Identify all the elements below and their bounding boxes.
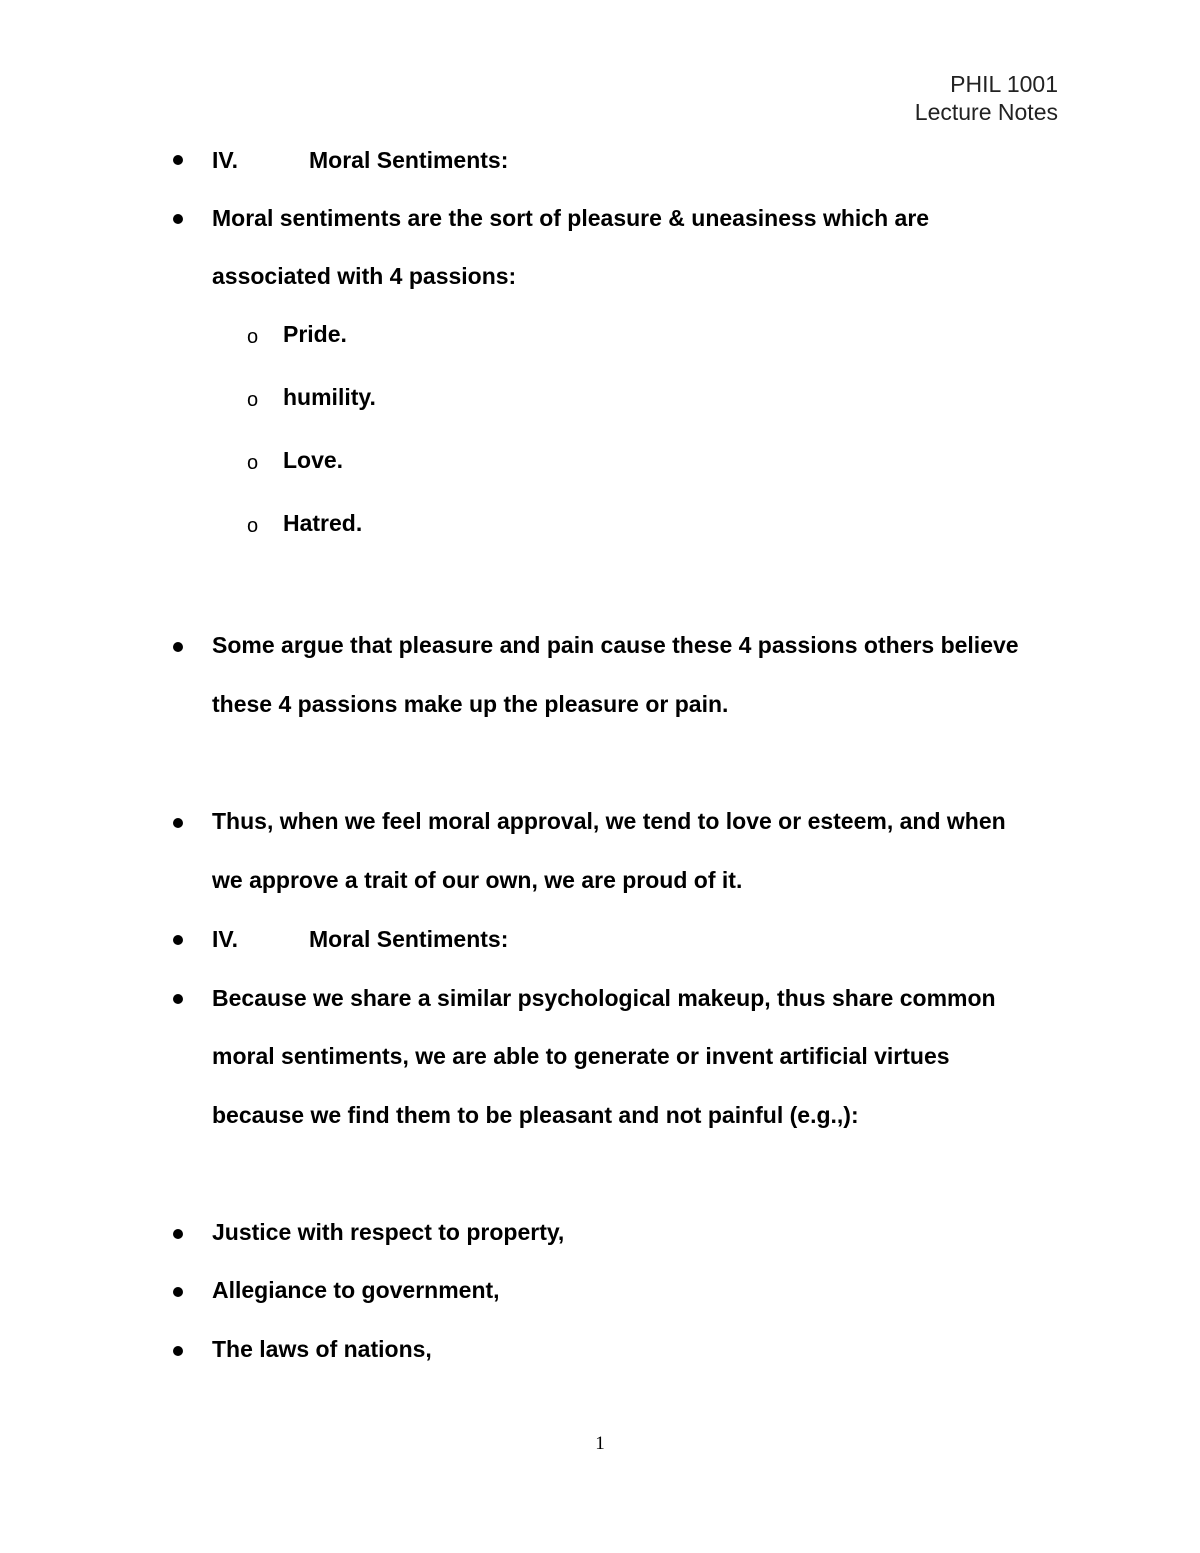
- circle-bullet-icon: o: [247, 326, 259, 348]
- list-item-line: we approve a trait of our own, we are proud of it.: [212, 867, 743, 893]
- page-number: 1: [595, 1433, 605, 1454]
- document-type: Lecture Notes: [914, 99, 1058, 125]
- section-numeral: IV.: [212, 926, 239, 952]
- circle-bullet-icon: o: [247, 515, 259, 537]
- section-heading: [212, 925, 508, 953]
- list-item-line: Justice with respect to property,: [212, 1219, 565, 1245]
- sub-list-item: Hatred.: [283, 510, 363, 536]
- bullet-icon: [173, 642, 183, 652]
- list-item-line: Allegiance to government,: [212, 1277, 500, 1303]
- list-item-line: because we find them to be pleasant and not painful (e.g.,):: [212, 1102, 859, 1128]
- bullet-icon: [173, 1229, 183, 1239]
- bullet-icon: [173, 155, 183, 165]
- bullet-icon: [173, 1346, 183, 1356]
- bullet-icon: [173, 818, 183, 828]
- list-item-line: these 4 passions make up the pleasure or pain.: [212, 691, 729, 717]
- sub-list-item: Love.: [283, 447, 344, 473]
- bullet-icon: [173, 935, 183, 945]
- bullet-icon: [173, 1287, 183, 1297]
- section-numeral: IV.: [212, 147, 239, 173]
- list-item-line: Some argue that pleasure and pain cause these 4 passions others believe: [212, 632, 1019, 658]
- sub-list-item: humility.: [283, 384, 376, 410]
- section-title: Moral Sentiments:: [309, 147, 509, 173]
- section-heading: [212, 146, 508, 174]
- sub-list-item: Pride.: [283, 321, 347, 347]
- page-header: [915, 70, 1058, 126]
- list-item-line: associated with 4 passions:: [212, 263, 517, 289]
- list-item-line: The laws of nations,: [212, 1336, 432, 1362]
- course-code: PHIL 1001: [950, 71, 1058, 97]
- list-item-line: Moral sentiments are the sort of pleasure & uneasiness which are: [212, 205, 930, 231]
- list-item-line: Thus, when we feel moral approval, we tend to love or esteem, and when: [212, 808, 1006, 834]
- bullet-icon: [173, 994, 183, 1004]
- circle-bullet-icon: o: [247, 389, 259, 411]
- bullet-icon: [173, 214, 183, 224]
- circle-bullet-icon: o: [247, 452, 259, 474]
- section-title: Moral Sentiments:: [309, 926, 509, 952]
- list-item-line: moral sentiments, we are able to generate or invent artificial virtues: [212, 1043, 950, 1069]
- list-item-line: Because we share a similar psychological makeup, thus share common: [212, 985, 996, 1011]
